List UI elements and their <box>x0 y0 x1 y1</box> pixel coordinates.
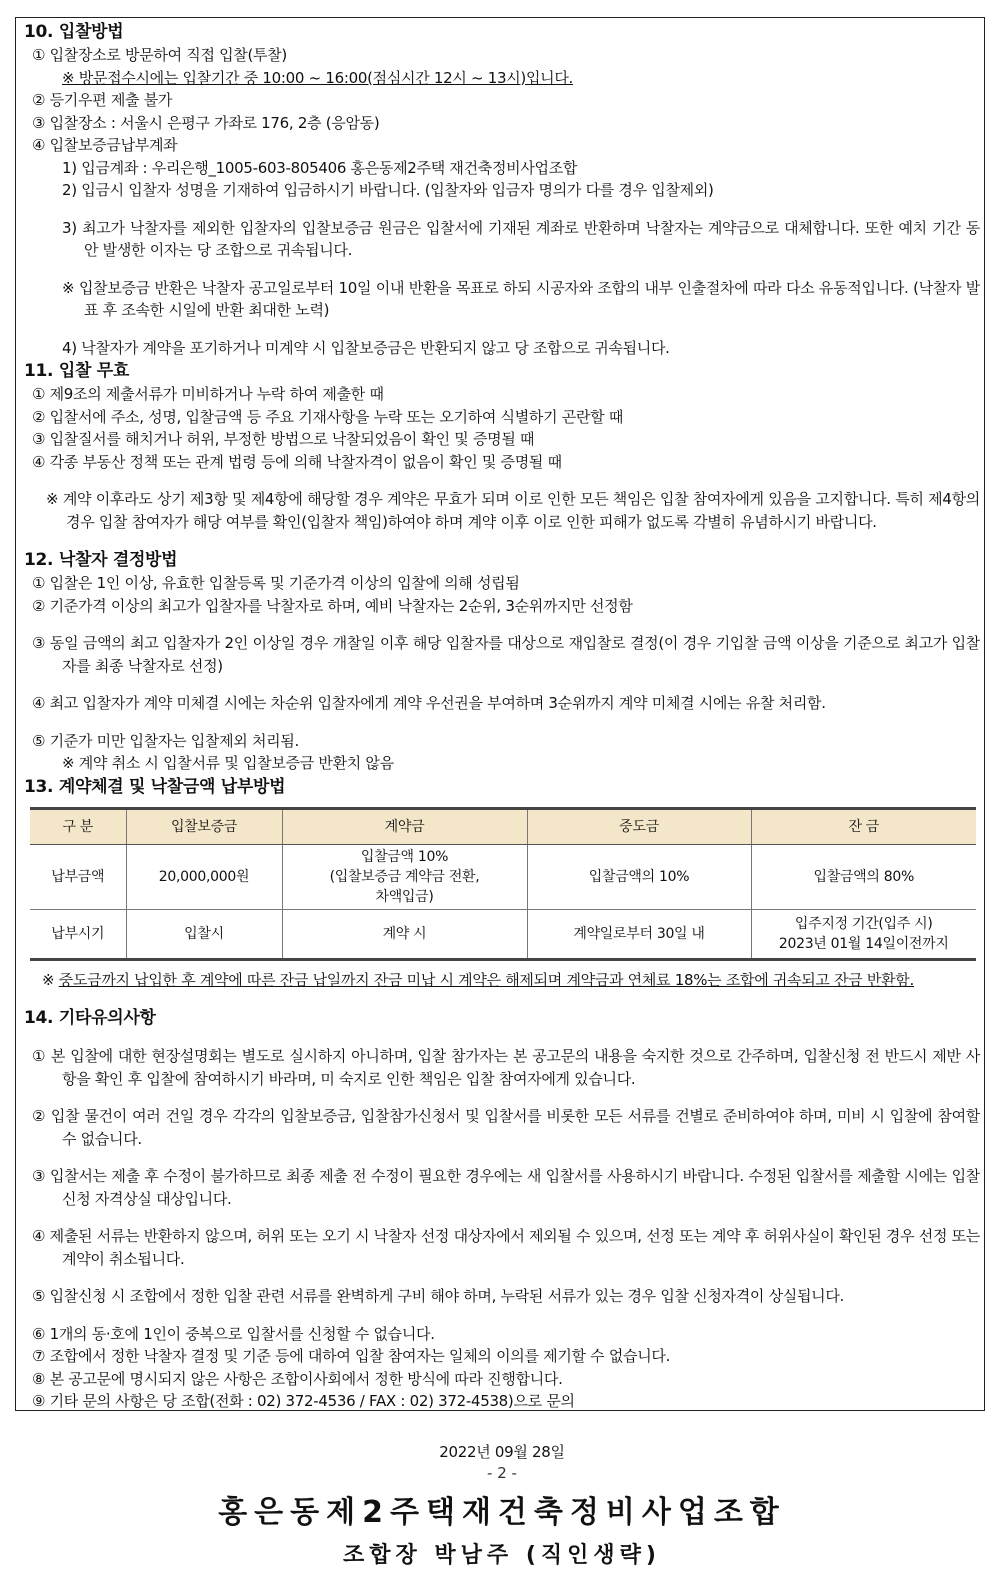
s11-item-3: ③ 입찰질서를 해치거나 허위, 부정한 방법으로 낙찰되었음이 확인 및 증명될 때 <box>32 430 535 448</box>
s10-item-2: ② 등기우편 제출 불가 <box>32 91 173 109</box>
contract-line-3: 차액입금) <box>375 888 434 905</box>
cell-amount-label: 납부금액 <box>30 844 126 909</box>
cell-timing-label: 납부시기 <box>30 909 126 959</box>
s14-item-2: ② 입찰 물건이 여러 건일 경우 각각의 입찰보증금, 입찰참가신청서 및 입찰서를 비롯한 모든 서류를 건별로 준비하여야 하며, 미비 시 입찰에 참여할 수 없습니다. <box>32 1107 980 1148</box>
section-11 <box>24 359 980 533</box>
page-number: - 2 - <box>487 1464 517 1482</box>
header-balance: 잔 금 <box>751 808 976 844</box>
section-13-title: 13. 계약체결 및 낙찰금액 납부방법 <box>24 776 286 797</box>
organization-chief: 조합장 박남주 (직인생략) <box>343 1543 661 1568</box>
s12-item-1: ① 입찰은 1인 이상, 유효한 입찰등록 및 기준가격 이상의 입찰에 의해 성립됨 <box>32 574 520 592</box>
section-14 <box>24 1006 980 1413</box>
s10-item-1: ① 입찰장소로 방문하여 직접 입찰(투찰) <box>32 46 287 64</box>
s11-item-2: ② 입찰서에 주소, 성명, 입찰금액 등 주요 기재사항을 누락 또는 오기하여 식별하기 곤란할 때 <box>32 407 624 426</box>
table-row <box>30 909 976 959</box>
s10-sub-1: 1) 입금계좌 : 우리은행_1005-603-805406 홍은동제2주택 재건축정비사업조합 <box>62 158 578 177</box>
s13-note-mark: ※ <box>42 970 55 989</box>
s13-note-text: 중도금까지 납입한 후 계약에 따른 잔금 납일까지 잔금 미납 시 계약은 해제되며 계약금과 연체료 18%는 조합에 귀속되고 잔금 반환함. <box>58 970 914 989</box>
s10-sub-2: 2) 입금시 입찰자 성명을 기재하여 입금하시기 바랍니다. (입찰자와 입금자 명의가 다를 경우 입찰제외) <box>62 181 714 199</box>
s13-note <box>24 969 980 992</box>
organization-name: 홍은동제2주택재건축정비사업조합 <box>218 1495 786 1530</box>
table-row <box>30 844 976 909</box>
cell-timing-contract: 계약 시 <box>282 909 527 959</box>
section-10-title: 10. 입찰방법 <box>24 22 124 42</box>
s14-item-4: ④ 제출된 서류는 반환하지 않으며, 허위 또는 오기 시 낙찰자 선정 대상자에서 제외될 수 있으며, 선정 또는 계약 후 허위사실이 확인된 경우 선정 또는 계약이 취소됩니다. <box>32 1227 980 1268</box>
payment-table <box>30 807 976 961</box>
document-body <box>24 20 980 1571</box>
s12-item-5: ⑤ 기준가 미만 입찰자는 입찰제외 처리됨. <box>32 731 299 750</box>
header-deposit: 입찰보증금 <box>126 808 282 844</box>
s14-item-7: ⑦ 조합에서 정한 낙찰자 결정 및 기준 등에 대하여 입찰 참여자는 일체의 이의를 제기할 수 없습니다. <box>32 1347 671 1365</box>
cell-timing-deposit: 입찰시 <box>126 909 282 959</box>
s14-item-9: ⑨ 기타 문의 사항은 당 조합(전화 : 02) 372-4536 / FAX : 02) 372-4538)으로 문의 <box>32 1392 575 1410</box>
section-13 <box>24 775 980 992</box>
s11-item-4: ④ 각종 부동산 정책 또는 관계 법령 등에 의해 낙찰자격이 없음이 확인 및 증명될 때 <box>32 452 562 471</box>
s14-item-6: ⑥ 1개의 동·호에 1인이 중복으로 입찰서를 신청할 수 없습니다. <box>32 1324 435 1343</box>
section-12 <box>24 548 980 775</box>
contract-line-1: 입찰금액 10% <box>360 848 449 865</box>
s14-item-3: ③ 입찰서는 제출 후 수정이 불가하므로 최종 제출 전 수정이 필요한 경우에는 새 입찰서를 사용하시기 바랍니다. 수정된 입찰서를 제출할 시에는 입찰신청 자격상실 대상입니다. <box>32 1167 980 1208</box>
section-12-title: 12. 낙찰자 결정방법 <box>24 550 178 570</box>
s10-item-1-note: ※ 방문접수시에는 입찰기간 중 10:00 ~ 16:00(점심시간 12시 ~ 13시)입니다. <box>62 68 574 87</box>
s10-item-3: ③ 입찰장소 : 서울시 은평구 가좌로 176, 2층 (응암동) <box>32 113 380 132</box>
s14-item-5: ⑤ 입찰신청 시 조합에서 정한 입찰 관련 서류를 완벽하게 구비 해야 하며, 누락된 서류가 있는 경우 입찰 신청자격이 상실됩니다. <box>32 1287 845 1305</box>
cell-amount-middle: 입찰금액의 10% <box>527 844 751 909</box>
s12-item-4: ④ 최고 입찰자가 계약 미체결 시에는 차순위 입찰자에게 계약 우선권을 부여하며 3순위까지 계약 미체결 시에는 유찰 처리함. <box>32 694 826 712</box>
section-10 <box>24 20 980 359</box>
header-category: 구 분 <box>30 808 126 844</box>
section-11-title: 11. 입찰 무효 <box>24 361 129 381</box>
cell-timing-balance <box>751 909 976 959</box>
contract-line-2: (입찰보증금 계약금 전환, <box>329 868 480 885</box>
s11-note: ※ 계약 이후라도 상기 제3항 및 제4항에 해당할 경우 계약은 무효가 되며 이로 인한 모든 책임은 입찰 참여자에게 있음을 고지합니다. 특히 제4항의 경우 입찰 참여자가 해당 여부를 확인(입찰자 책임)하여야 하며 계약 이후 이로 인한 피해가 없도록 각별히 유념하시기 바랍니다. <box>46 490 980 531</box>
s10-sub-4: 4) 낙찰자가 계약을 포기하거나 미계약 시 입찰보증금은 반환되지 않고 당 조합으로 귀속됩니다. <box>62 338 670 357</box>
cell-amount-deposit: 20,000,000원 <box>126 844 282 909</box>
cell-amount-contract <box>282 844 527 909</box>
header-middle: 중도금 <box>527 808 751 844</box>
balance-line-1: 입주지정 기간(입주 시) <box>794 915 933 932</box>
s10-sub-3: 3) 최고가 낙찰자를 제외한 입찰자의 입찰보증금 원금은 입찰서에 기재된 계좌로 반환하며 낙찰자는 계약금으로 대체합니다. 또한 예치 기간 동안 발생한 이자는 당 조합으로 귀속됩니다. <box>62 218 980 259</box>
s12-note: ※ 계약 취소 시 입찰서류 및 입찰보증금 반환치 않음 <box>62 754 394 772</box>
document-date: 2022년 09월 28일 <box>439 1442 565 1461</box>
s10-item-4: ④ 입찰보증금납부계좌 <box>32 136 178 154</box>
section-14-title: 14. 기타유의사항 <box>24 1008 156 1028</box>
s10-sub-note: ※ 입찰보증금 반환은 낙찰자 공고일로부터 10일 이내 반환을 목표로 하되 시공자와 조합의 내부 인출절차에 따라 다소 유동적입니다. (낙찰자 발표 후 조속한 시일에 반환 최대한 노력) <box>62 278 980 319</box>
s12-item-3: ③ 동일 금액의 최고 입찰자가 2인 이상일 경우 개찰일 이후 해당 입찰자를 대상으로 재입찰로 결정(이 경우 기입찰 금액 이상을 기준으로 최고가 입찰자를 최종 낙찰자로 선정) <box>32 634 980 675</box>
s14-item-1: ① 본 입찰에 대한 현장설명회는 별도로 실시하지 아니하며, 입찰 참가자는 본 공고문의 내용을 숙지한 것으로 간주하며, 입찰신청 전 반드시 제반 사항을 확인 후 입찰에 참여하시기 바라며, 미 숙지로 인한 책임은 입찰 참여자에게 있습니다. <box>32 1047 980 1088</box>
s14-item-8: ⑧ 본 공고문에 명시되지 않은 사항은 조합이사회에서 정한 방식에 따라 진행합니다. <box>32 1369 563 1388</box>
header-contract: 계약금 <box>282 808 527 844</box>
balance-line-2: 2023년 01월 14일이전까지 <box>778 935 949 952</box>
cell-amount-balance: 입찰금액의 80% <box>751 844 976 909</box>
s12-item-2: ② 기준가격 이상의 최고가 입찰자를 낙찰자로 하며, 예비 낙찰자는 2순위, 3순위까지만 선정함 <box>32 596 633 615</box>
s11-item-1: ① 제9조의 제출서류가 미비하거나 누락 하여 제출한 때 <box>32 385 384 403</box>
table-header-row <box>30 808 976 844</box>
cell-timing-middle: 계약일로부터 30일 내 <box>527 909 751 959</box>
